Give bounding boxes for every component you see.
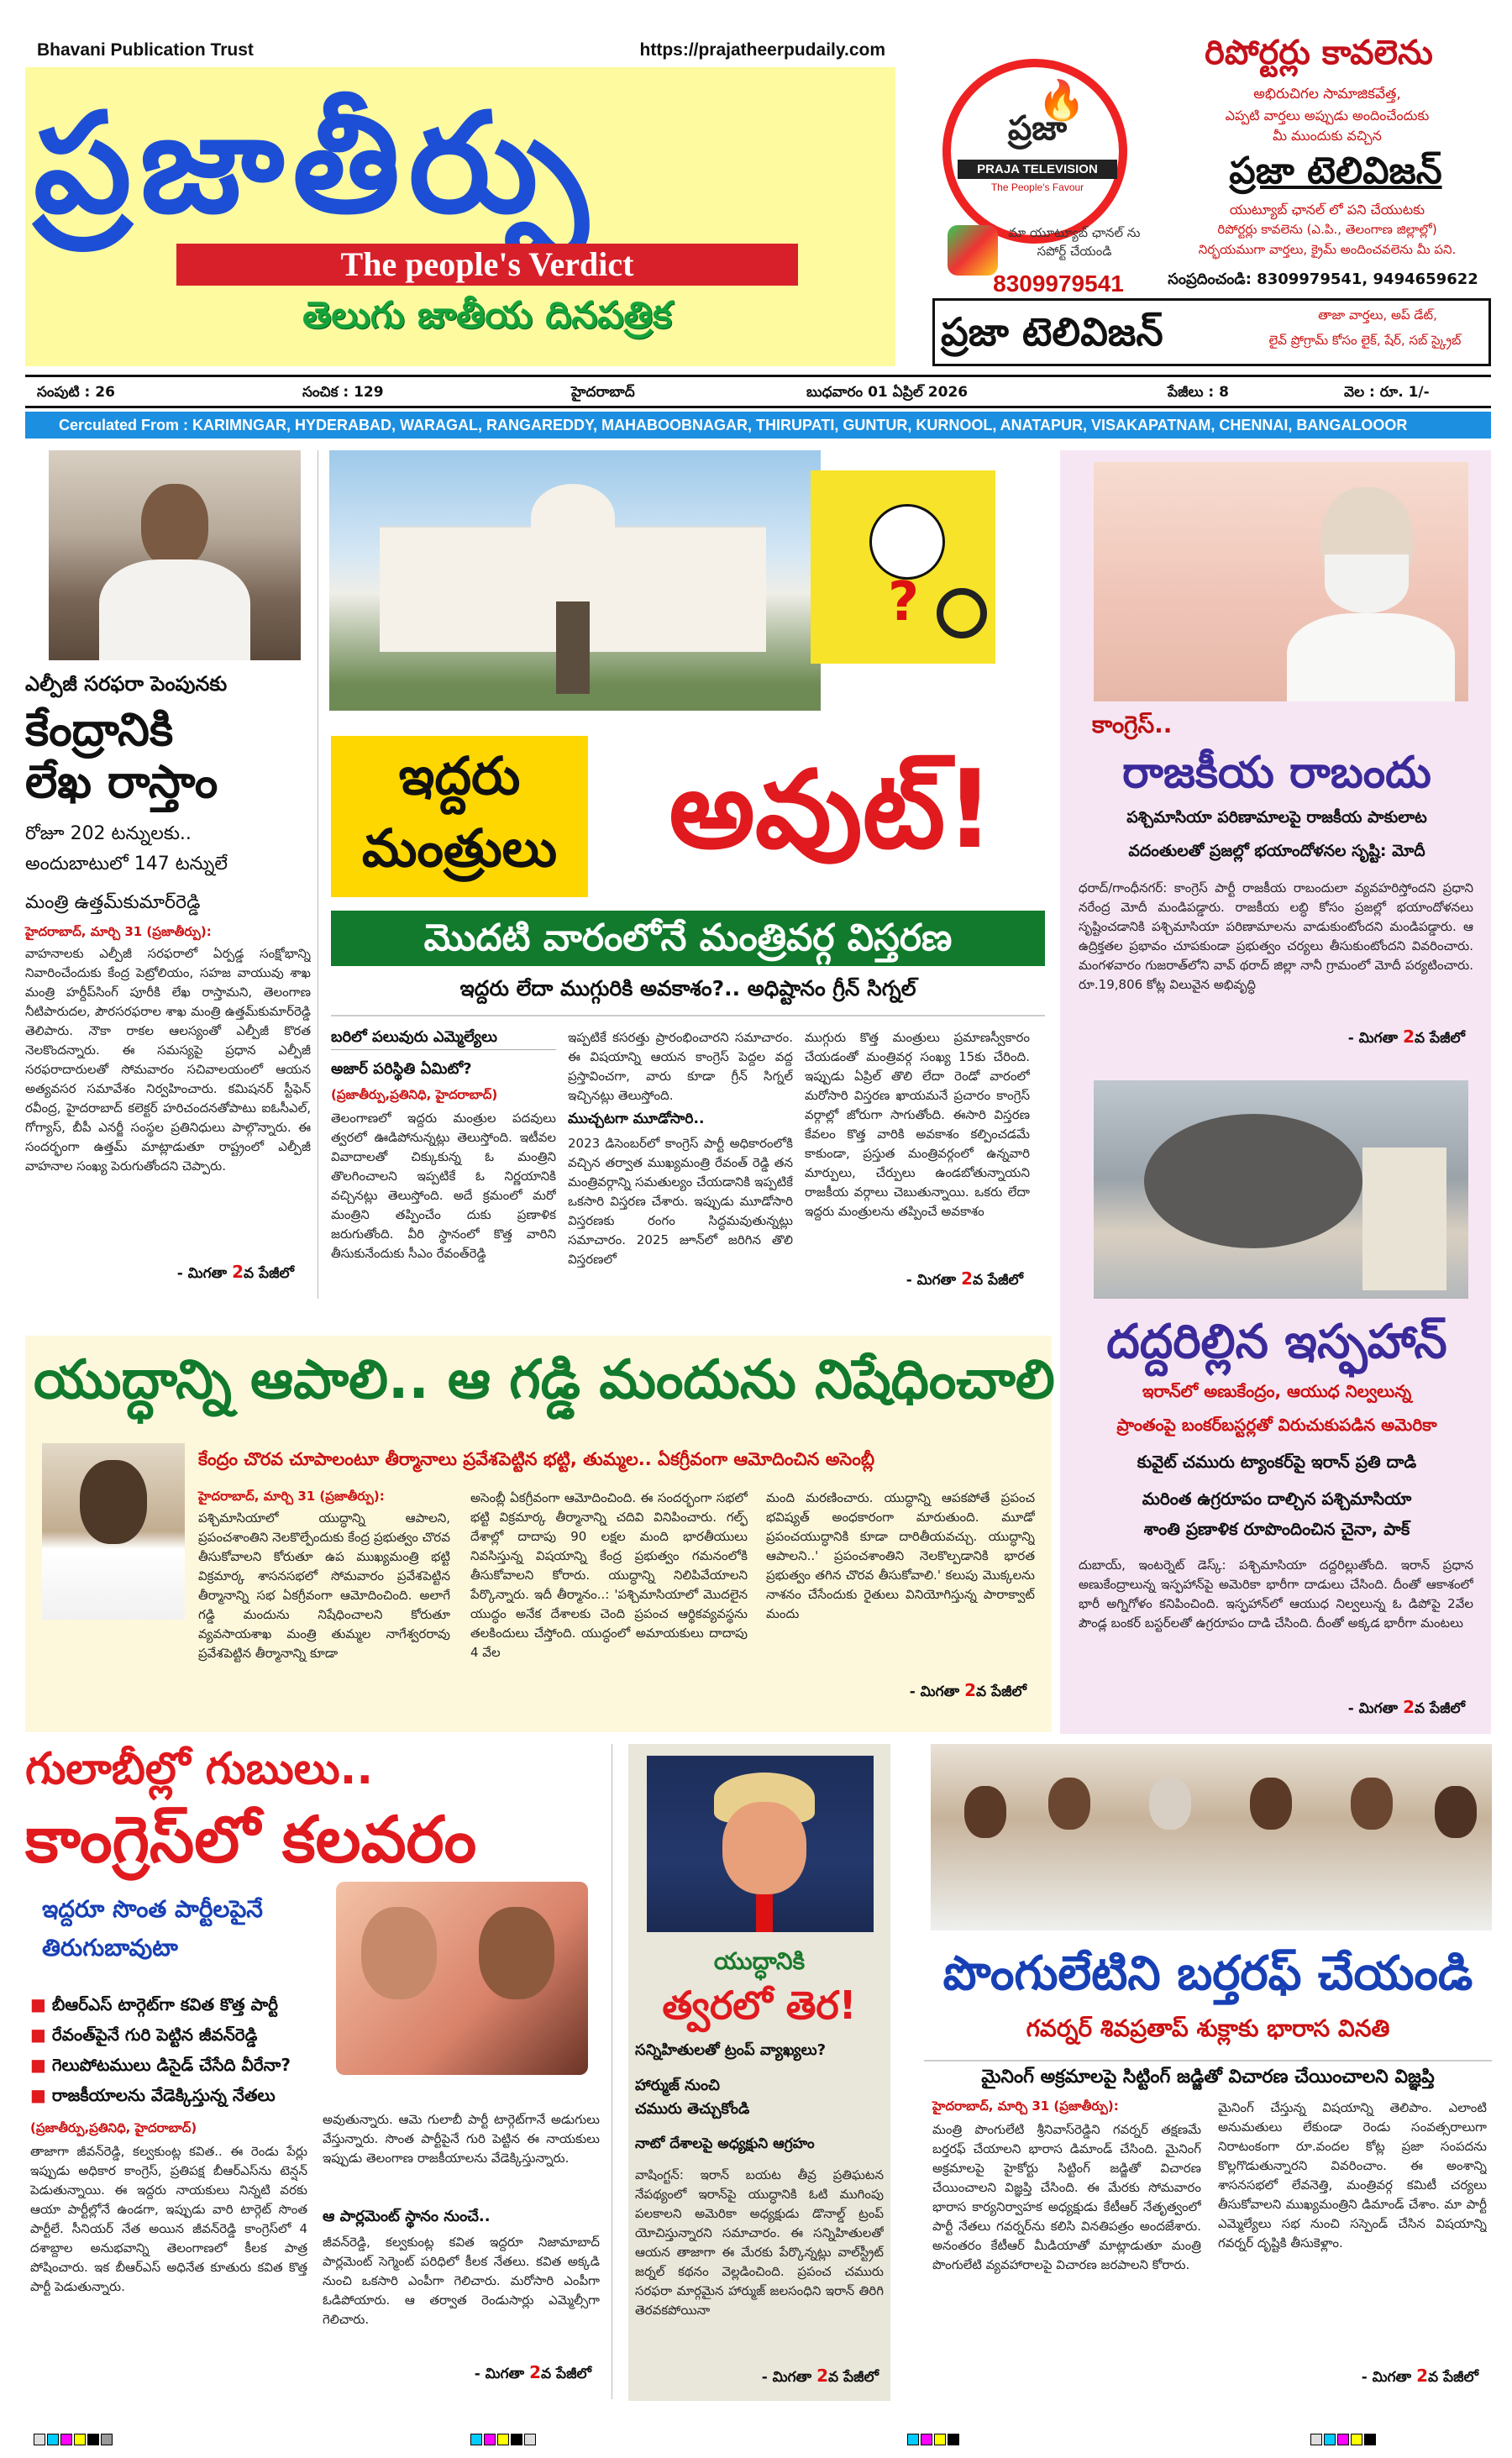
person-body — [1287, 613, 1455, 701]
masthead — [25, 34, 895, 366]
assembly-photo — [329, 450, 821, 711]
ad-contact: సంప్రదించండి: 8309979541, 9494659622 — [1168, 270, 1478, 288]
left-sub-1: రోజూ 202 టన్నులకు.. — [25, 823, 192, 844]
center-more — [805, 1268, 1023, 1292]
isfahan-sub-1: ఇరాన్‌లో అణుకేంద్రం, ఆయుధ నిల్వలున్న — [1142, 1381, 1412, 1401]
ponguleti-sub-2: మైనింగ్ అక్రమాలపై సిట్టింగ్ జడ్జితో విచారణ చేయించాలని విజ్ఞప్తి — [924, 2060, 1492, 2092]
left-kicker: ఎల్పీజీ సరఫరా పెంపునకు — [25, 672, 228, 696]
issue: సంచిక : 129 — [302, 384, 384, 401]
bullet-text: గెలుపోటములు డిసైడ్ చేసేది వీరేనా? — [51, 2055, 291, 2075]
isfahan-head: దద్దరిల్లిన ఇస్ఫహాన్ — [1106, 1315, 1447, 1369]
gulabi-sub-2: తిరుగుబావుటా — [42, 1934, 178, 1962]
out-headline: అవుట్! — [669, 748, 995, 873]
trump-sub-4: నాటో దేశాలపై అధ్యక్షుని ఆగ్రహం — [635, 2135, 815, 2152]
center-col1-dl: (ప్రజాతీర్పు,ప్రతినిధి, హైదరాబాద్) — [331, 1087, 498, 1102]
website-link[interactable]: https://prajatheerpudaily.com — [639, 40, 885, 60]
subtitle: తెలుగు జాతీయ దినపత్రిక — [302, 294, 672, 337]
trump-sub-3: చమురు తెచ్చుకోండి — [635, 2100, 750, 2118]
right-more — [1079, 1027, 1465, 1050]
ad-logo-text: ప్రజా — [1007, 109, 1068, 148]
more-num: 2 — [1403, 1027, 1415, 1047]
center-col2: ఇప్పటికే కసరత్తు ప్రారంభించారని సమాచారం. ఈ విషయాన్ని ఆయన కాంగ్రెస్ పెద్దల వద్ద ప్రస్తావించగా, వారు కూడా గ్రీన్ సిగ్నల్ ఇచ్చినట్లు తెలుస్తోంది. — [568, 1030, 793, 1103]
bullet-text: రాజకీయాలను వేడెక్కిస్తున్న నేతలు — [51, 2085, 276, 2105]
isfahan-sub-3: కువైట్ చమురు ట్యాంకర్‌పై ఇరాన్ ప్రతి దాడి — [1137, 1452, 1417, 1472]
left-body: వాహనాలకు ఎల్పీజీ సరఫరాలో ఏర్పడ్డ సంక్షోభాన్ని నివారించేందుకు కేంద్ర పెట్రోలియం, సహజ వాయువు శాఖ మంత్రి హర్దీప్‌సింగ్ పూరీకి లేఖ రాస్తామని, తెలంగాణ నీటిపారుదల, పౌరసరఫరాల శాఖ మంత్రి ఉత్తమ్‌కుమార్‌రెడ్డి తెలిపారు. నౌకా రాకల ఆలస్యంతో ఎల్పీజీ కొరత నెలకొందన్నారు. ఈ సమస్యపై ప్రధాన ఎల్పీజీ సరఫరాదారులతో సోమవారం సచివాలయంలో ఆయన అత్యవసర సమావేశం నిర్వహించారు. కమిషనర్ స్టీఫెన్ రవీంద్ర, హైదరాబాద్ కలెక్టర్ హరిచందనతోపాటు ఐఓసీఎల్, గోగ్యాస్, బీపీ ఎనర్జీ సంస్థల ప్రతినిధులు పాల్గొన్నారు. ఈ సందర్భంగా ఉత్తమ్ మాట్లాడుతూ రాష్ట్రంలో ఎల్పీజీ వాహనాల సంఖ్య పెరుగుతోందని చెప్పారు. — [25, 946, 311, 1174]
trump-head: త్వరలో తెర! — [662, 1983, 857, 2028]
center-sub: ఇద్దరు లేదా ముగ్గురికి అవకాశం?.. అధిష్టానం గ్రీన్ సిగ్నల్ — [331, 976, 1045, 1016]
more-text: - మిగతా — [1347, 1700, 1404, 1717]
more-num: 2 — [964, 1680, 976, 1700]
magnifier-icon — [937, 588, 987, 638]
ad-line4: యుట్యూబ్ ఛానల్ లో పని చేయుటకు — [1229, 202, 1425, 218]
ad-yt-text: మా యూట్యూబ్ ఛానల్ ను సపోర్ట్ చేయండి — [1008, 225, 1141, 259]
center-col1: తెలంగాణలో ఇద్దరు మంత్రుల పదవులు త్వరలో ఊడిపోనున్నట్లు తెలుస్తోంది. ఇటీవల వివాదాలతో చిక్కుకున్న ఓ మంత్రిని తొలగించాలని ఇప్పటికే ఓ నిర్ణయానికి వచ్చినట్లు తెలుస్తోంది. అదే క్రమంలో మరో మంత్రిని తప్పించేం దుకు ప్రణాళిక జరుగుతోంది. వీరి స్థానంలో కొత్త వారిని తీసుకునేందుకు సీఎం రేవంత్‌రెడ్డి — [331, 1111, 556, 1261]
war-dl: హైదరాబాద్, మార్చి 31 (ప్రజాతీర్పు): — [198, 1489, 385, 1504]
war-head: యుద్ధాన్ని ఆపాలి.. ఆ గడ్డి మందును నిషేధించాలి — [34, 1349, 1055, 1411]
gulabi-kicker: గులాబీల్లో గుబులు.. — [25, 1744, 374, 1794]
brs-delegation-photo — [931, 1744, 1492, 1930]
building — [1362, 1148, 1446, 1290]
bullet-icon: ■ — [30, 2085, 52, 2105]
price: వెల : రూ. 1/- — [1344, 384, 1430, 401]
two-ministers-2: మంత్రులు — [361, 817, 558, 879]
color-bar-right — [907, 2433, 961, 2448]
gulabi-head: కాంగ్రెస్‌లో కలవరం — [25, 1802, 477, 1877]
person-head — [1435, 1786, 1477, 1838]
bullet-1 — [30, 1994, 278, 2019]
more-end: వ పేజీలో — [972, 1272, 1023, 1289]
gulabi-more — [323, 2362, 591, 2386]
ponguleti-dl: హైదరాబాద్, మార్చి 31 (ప్రజాతీర్పు): — [932, 2098, 1119, 2114]
person-head — [80, 1460, 147, 1544]
city: హైదరాబాద్ — [571, 384, 635, 401]
ad-line3: మీ ముందుకు వచ్చిన — [1273, 128, 1382, 144]
more-text: - మిగతా — [909, 1683, 965, 1700]
center-col1-q: అజార్ పరిస్థితి ఏమిటో? — [331, 1060, 472, 1078]
bullet-4 — [30, 2085, 276, 2109]
right-sub-1: పశ్చిమాసియా పరిణామాలపై రాజకీయ పాకులాట — [1126, 808, 1427, 827]
tie — [756, 1894, 773, 1932]
more-text: - మిగతా — [906, 1272, 962, 1289]
volume: సంపుటి : 26 — [37, 384, 115, 401]
isfahan-body: దుబాయ్, ఇంటర్నెట్ డెస్క్: పశ్చిమాసియా దద్దరిల్లుతోంది. ఇరాన్ ప్రధాన అణుకేంద్రాలున్న ఇస్ఫహాన్‌పై అమెరికా భారీగా దాడులు చేసింది. దీంతో ఆకాశంలో భారీ అగ్నిగోళం కనిపించింది. ఇస్ఫహాన్‌లో ఆయుధ నిల్వలున్న ఓ డిపోపై 2వేల పౌండ్ల బంకర్ బస్టర్‌లతో ఉగ్రరూపం దాడి చేసింది. దీంతో అక్కడ భారీగా మంటలు — [1079, 1557, 1473, 1631]
gulabi-sub-1: ఇద్దరూ సొంత పార్టీలపైనే — [42, 1895, 263, 1923]
center-col2b: 2023 డిసెంబర్‌లో కాంగ్రెస్ పార్టీ అధికారంలోకి వచ్చిన తర్వాత ముఖ్యమంత్రి రేవంత్ రెడ్డి తన మంత్రివర్గాన్ని సమతుల్యం చేయడానికి ఇప్పటికే ఒకసారి విస్తరణ చేశారు. ఇప్పుడు మూడోసారి విస్తరణకు రంగం సిద్ధమవుతున్నట్లు సమాచారం. 2025 జూన్‌లో జరిగిన తొలి విస్తరణలో — [568, 1136, 793, 1267]
person-head — [1048, 1778, 1090, 1830]
kavitha-photo — [336, 1882, 588, 2075]
gulabi-col2-head: ఆ పార్లమెంట్ స్థానం నుంచే.. — [323, 2208, 491, 2225]
trump-more — [635, 2366, 879, 2389]
ponguleti-more — [1218, 2366, 1478, 2389]
modi-photo — [1094, 462, 1468, 701]
right-body: ధరాద్/గాంధీనగర్: కాంగ్రెస్ పార్టీ రాజకీయ రాబందులా వ్యవహరిస్తోందని ప్రధాని నరేంద్ర మోదీ మండిపడ్డారు. రాజకీయ లబ్ధి కోసం ప్రజల్లో భయాందోళనలు సృష్టించడానికి పశ్చిమాసియా పరిణామాలను వాడుకుంటోందని మండిపడ్డారు. ఆ ఉద్రిక్తతల ప్రభావం చూపకుండా ప్రభుత్వం చర్యలు తీసుకుంటోందని వివరించారు. మంగళవారం గుజరాత్‌లోని వావ్ థరాద్ జిల్లా నానీ గ్రామంలో మోదీ పర్యటించారు. రూ.19,806 కోట్ల విలువైన అభివృద్ధి — [1079, 880, 1473, 992]
more-text: - మిగతా — [1347, 1030, 1404, 1047]
color-bar-far — [1310, 2433, 1378, 2448]
ad-phone: 8309979541 — [993, 270, 1124, 297]
left-more — [25, 1262, 294, 1285]
tagline: The people's Verdict — [340, 245, 634, 283]
more-num: 2 — [816, 2366, 828, 2386]
beard — [1325, 554, 1409, 613]
gulabi-col2b: జీవన్‌రెడ్డి, కల్వకుంట్ల కవిత ఇద్దరూ నిజామాబాద్ పార్లమెంట్ సెగ్మెంట్ పరిధిలో కీలక నేతలు. కవిత అక్కడి నుంచి ఒకసారి ఎంపీగా గెలిచారు. మరోసారి ఎంపీగా ఓడిపోయారు. ఆ తర్వాత రెండుసార్లు ఎమ్మెల్సీగా గెలిచారు. — [323, 2235, 600, 2327]
war-sub: కేంద్రం చొరవ చూపాలంటూ తీర్మానాలు ప్రవేశపెట్టిన భట్టి, తుమ్మల.. ఏకగ్రీవంగా ఆమోదించిన అసెంబ్లీ — [198, 1449, 875, 1469]
right-kicker: కాంగ్రెస్.. — [1092, 711, 1173, 738]
more-num: 2 — [232, 1262, 244, 1282]
more-end: వ పేజీలో — [827, 2369, 879, 2386]
minister-photo — [49, 450, 301, 660]
reporter-ad — [932, 34, 1491, 366]
more-end: వ పేజీలో — [1414, 1030, 1465, 1047]
bullet-icon: ■ — [30, 1994, 52, 2014]
bullet-icon: ■ — [30, 2055, 52, 2075]
bullet-text: రేవంత్‌పైనే గురి పెట్టిన జీవన్‌రెడ్డి — [51, 2025, 258, 2045]
isfahan-sub-4: మరింత ఉగ్రరూపం దాల్చిన పశ్చిమాసియా — [1142, 1489, 1412, 1509]
bhatti-photo — [42, 1443, 185, 1620]
more-end: వ పేజీలో — [243, 1265, 294, 1282]
war-col1: పశ్చిమాసియాలో యుద్ధాన్ని ఆపాలని, ప్రపంచశాంతిని నెలకొల్పేందుకు కేంద్ర ప్రభుత్వం చొరవ తీసుకోవాలని కోరుతూ ఉప ముఖ్యమంత్రి భట్టి విక్రమార్క శాసనసభలో సోమవారం ప్రవేశపెట్టిన తీర్మానాన్ని సభ ఏకగ్రీవంగా ఆమోదించింది. అలాగే గడ్డి మందును నిషేధించాలని కోరుతూ వ్యవసాయశాఖ మంత్రి తుమ్మల నాగేశ్వరరావు ప్రవేశపెట్టిన తీర్మానాన్ని కూడా — [198, 1510, 450, 1661]
more-text: - మిగతా — [176, 1265, 233, 1282]
person-head — [1250, 1778, 1292, 1830]
war-col2: అసెంబ్లీ ఏకగ్రీవంగా ఆమోదించింది. ఈ సందర్భంగా సభలో భట్టి విక్రమార్క తీర్మానాన్ని చదివి వినిపించారు. గల్ఫ్ దేశాల్లో దాదాపు 90 లక్షల మంది భారతీయులు నివసిస్తున్న విషయాన్ని కేంద్ర ప్రభుత్వం గమనంలోకి తీసుకోవాలని కోరారు. యుద్ధాన్ని నిలిపివేయాలని పేర్కొన్నారు. ఇదీ తీర్మానం..: 'పశ్చిమాసియాలో మొదలైన యుద్ధం అనేక దేశాలకు చెంది ప్రపంచ ఆర్థికవ్యవస్థను తలకిందులు చేస్తోంది. యుద్ధంలో అమాయకులు దాదాపు 4 వేల — [470, 1490, 748, 1660]
war-col3: మంది మరణించారు. యుద్ధాన్ని ఆపకపోతే ప్రపంచ భవిష్యత్ అంధకారంగా మారుతుంది. మూడో ప్రపంచయుద్ధానికి కూడా దారితీయవచ్చు. యుద్ధాన్ని ఆపాలని..' ప్రపంచశాంతిని నెలకొల్పడానికి భారత ప్రభుత్వం తగిన చొరవ తీసుకోవాలి.' కలుపు మొక్కలను నాశనం చేసేందుకు రైతులు వినియోగిస్తున్న పారాక్వాట్ మందు — [766, 1490, 1035, 1621]
person-silhouette — [869, 504, 945, 580]
more-num: 2 — [1403, 1697, 1415, 1717]
more-end: వ పేజీలో — [540, 2366, 591, 2382]
person-head — [1351, 1778, 1393, 1830]
question-mark: ? — [888, 571, 920, 633]
left-sub-2: అందుబాటులో 147 టన్నులే — [25, 853, 228, 874]
youtube-icon — [948, 225, 998, 276]
person-body — [99, 559, 250, 660]
dome — [531, 484, 615, 551]
isfahan-sub-5: శాంతి ప్రణాళిక రూపొందించిన చైనా, పాక్ — [1143, 1519, 1410, 1539]
person-head — [964, 1786, 1006, 1838]
more-num: 2 — [529, 2362, 541, 2382]
gulabi-col2: అవుతున్నారు. ఆమె గులాబీ పార్టీ టార్గెట్‌గానే అడుగులు వేస్తున్నారు. సొంత పార్టీపైనే గురి పెట్టిన ఈ నాయకులు ఇప్పుడు తెలంగాణ రాజకీయాలను వేడెక్కిస్తున్నారు. — [323, 2112, 600, 2166]
left-dateline: హైదరాబాద్, మార్చి 31 (ప్రజాతీర్పు): — [25, 924, 212, 939]
right-sub-2: వదంతులతో ప్రజల్లో భయాందోళనల సృష్టి: మోదీ — [1128, 842, 1425, 860]
trump-body: వాషింగ్టన్: ఇరాన్ బయట తీవ్ర ప్రతిఘటన నేపథ్యంలో ఇరాన్‌పై యుద్ధానికి ఓటి ముగింపు పలకాలని అమెరికా అధ్యక్షుడు డొనాల్డ్ ట్రంప్ యోచిస్తున్నారని సమాచారం. ఈ సన్నిహితులతో ఆయన తాజాగా ఈ మేరకు పేర్కొన్నట్లు వాల్‌స్ట్రీట్ జర్నల్ కథనం వెల్లడించింది. ప్రపంచ చమురు సరఫరా మార్గమైన హార్ముజ్ జలసంధిని ఇరాన్ తిరిగి తెరవకపోయినా — [635, 2167, 884, 2318]
explosion-photo — [1094, 1080, 1468, 1299]
left-head-1: కేంద్రానికి — [25, 703, 174, 756]
more-text: - మిగతా — [761, 2369, 817, 2386]
ad-logo-tag: The People's Favour — [990, 181, 1084, 193]
center-col1-head: బరిలో పలువురు ఎమ్మెల్యేలు — [331, 1028, 556, 1050]
more-end: వ పేజీలో — [975, 1683, 1026, 1700]
ponguleti-col2: మైనింగ్ చేస్తున్న విషయాన్ని తెలిపాం. ఎలాంటి అనుమతులు లేకుండా రెండు సంవత్సరాలుగా నిరాటంకంగా రూ.వందల కోట్ల ప్రజా సంపదను కొల్లగొడుతున్నారని వివరించాం. ఈ అంశాన్ని శాసనసభలో లేవనెత్తి, మంత్రివర్గ కమిటీ చర్యలు తీసుకోవాలని ముఖ్యమంత్రిని డిమాండ్ చేశాం. మా పార్టీ ఎమ్మెల్యేలు సభ నుంచి సస్పెండ్ చేసిన విషయాన్ని గవర్నర్ దృష్టికి తీసుకెళ్లాం. — [1218, 2100, 1487, 2251]
trump-kicker: యుద్ధానికి — [713, 1947, 806, 1975]
bullet-text: బీఆర్ఎస్ టార్గెట్‌గా కవిత కొత్త పార్టీ — [51, 1994, 278, 2014]
color-bar-left — [34, 2433, 114, 2448]
person-head — [361, 1907, 437, 1999]
two-ministers-1: ఇద్దరు — [398, 745, 521, 806]
statue — [556, 601, 590, 694]
color-bar-mid — [470, 2433, 538, 2448]
more-num: 2 — [1416, 2366, 1428, 2386]
gulabi-dl: (ప్రజాతీర్పు,ప్రతినిధి, హైదరాబాద్) — [30, 2120, 197, 2135]
trump-photo — [647, 1756, 874, 1932]
ad-bottom2: లైవ్ ప్రోగ్రామ్ కోసం లైక్, షేర్, సబ్ స్క్రైబ్ — [1268, 333, 1462, 348]
ad-logo-sub: PRAJA TELEVISION — [958, 160, 1117, 179]
center-col2-head: ముచ్చటగా మూడోసారి.. — [568, 1111, 705, 1127]
smoke-cloud — [1144, 1114, 1362, 1248]
flame-icon: 🔥 — [1037, 77, 1086, 123]
right-head: రాజకీయ రాబందు — [1122, 748, 1431, 798]
more-end: వ పేజీలో — [1427, 2369, 1478, 2386]
isfahan-sub-2: ప్రాంతంపై బంకర్‌బస్టర్లతో విరుచుకుపడిన అమెరికా — [1116, 1415, 1437, 1435]
more-end: వ పేజీలో — [1414, 1700, 1465, 1717]
pages: పేజీలు : 8 — [1168, 384, 1229, 401]
person-head — [479, 1907, 554, 1999]
more-text: - మిగతా — [474, 2366, 530, 2382]
trump-sub-2: హార్ముజ్ నుంచి — [635, 2077, 720, 2094]
person-head — [1149, 1778, 1191, 1830]
center-col3: ముగ్గురు కొత్త మంత్రులు ప్రమాణస్వీకారం చేయడంతో మంత్రివర్గ సంఖ్య 15కు చేరింది. ఇప్పుడు ఏప్రిల్ తొలి లేదా రెండో వారంలో మరోసారి విస్తరణ ఖాయమనే ప్రచారం కాంగ్రెస్ వర్గాల్లో జోరుగా సాగుతోంది. ఈసారి విస్తరణ కేవలం కొత్త వారికి అవకాశం కల్పించడమే కాకుండా, ప్రస్తుత మంత్రివర్గంలో ఉన్నవారి మార్పులు, చేర్పులు ఉండబోతున్నాయని రాజకీయ వర్గాలు చెబుతున్నాయి. ఒకరు లేదా ఇద్దరు మంత్రులను తప్పించే అవకాశం — [805, 1030, 1030, 1219]
more-text: - మిగతా — [1361, 2369, 1417, 2386]
ad-heading: రిపోర్టర్లు కావలెను — [1205, 34, 1433, 72]
ad-bottom-channel: ప్రజా టెలివిజన్ — [941, 309, 1163, 355]
bullet-3 — [30, 2055, 291, 2079]
ponguleti-sub-1: గవర్నర్ శివప్రతాప్ శుక్లాకు భారాస వినతి — [1026, 2014, 1390, 2042]
ad-channel: ప్రజా టెలివిజన్ — [1229, 150, 1442, 192]
bullet-2 — [30, 2025, 257, 2049]
isfahan-more — [1079, 1697, 1465, 1720]
bullet-icon: ■ — [30, 2025, 52, 2045]
ponguleti-head: పొంగులేటిని బర్తరఫ్ చేయండి — [942, 1946, 1473, 2001]
more-num: 2 — [961, 1268, 973, 1289]
trump-sub-1: సన్నిహితులతో ట్రంప్ వ్యాఖ్యలు? — [635, 2041, 827, 2059]
info-bar — [25, 375, 1491, 408]
ad-line1: అభిరుచిగల సామాజికవేత్త, — [1253, 86, 1401, 102]
ad-line6: నిర్భయముగా వార్తలు, క్రైమ్ అందించవలెను మీ పని. — [1198, 242, 1457, 257]
date: బుధవారం 01 ఏప్రిల్ 2026 — [806, 384, 969, 401]
person-head — [722, 1802, 806, 1894]
cabinet-headline: మొదటి వారంలోనే మంత్రివర్గ విస్తరణ — [423, 916, 953, 959]
gulabi-col1: తాజాగా జీవన్‌రెడ్డి, కల్వకుంట్ల కవిత.. ఈ రెండు పేర్లు ఇప్పుడు అధికార కాంగ్రెస్, ప్రతిపక్ష బీఆర్ఎస్‌ను టెన్షన్ పెడుతున్నాయి. ఈ ఇద్దరు నాయకులు నిన్నటి వరకు ఆయా పార్టీల్లోనే ఉండగా, ఇప్పుడు వారి టార్గెట్ సొంత పార్టీలే. సీనియర్ నేత అయిన జీవన్‌రెడ్డి కాంగ్రెస్‌లో 4 దశాబ్దాల అనుభవాన్ని తెలంగాణలో కీలక పాత్ర పోషించారు. ఇక బీఆర్ఎస్ అధినేత కూతురు కవిత కొత్త పార్టీ పెడుతున్నారు. — [30, 2144, 307, 2294]
left-sub-3: మంత్రి ఉత్తమ్‌కుమార్‌రెడ్డి — [25, 892, 201, 913]
newspaper-logo: ప్రజాతీర్పు — [34, 83, 596, 244]
person-head — [141, 484, 208, 568]
ad-line2: ఎప్పటి వార్తలు అప్పుడు అందించేందుకు — [1225, 108, 1430, 123]
podium-illustration — [811, 470, 995, 664]
circulation-bar: Cerculated From : KARIMNGAR, HYDERABAD, WARAGAL, RANGAREDDY, MAHABOOBNAGAR, THIRUPATI, GUNTUR, KURNOOL, ANATAPUR, VISAKAPATNAM, CHENNAI, BANGALOOOR — [25, 412, 1491, 439]
ad-line5: రిపోర్టర్లు కావలెను (ఎ.పి., తెలంగాణ జిల్లాల్లో) — [1217, 222, 1437, 237]
ponguleti-col1: మంత్రి పొంగులేటి శ్రీనివాస్‌రెడ్డిని గవర్నర్ తక్షణమే బర్తరఫ్ చేయాలని భారాస డిమాండ్ చేసింది. మైనింగ్ అక్రమాలపై హైకోర్టు సిట్టింగ్ జడ్జితో విచారణ చేయించాలని విజ్ఞప్తి చేసింది. ఈ మేరకు సోమవారం భారాస కార్యనిర్వాహక అధ్యక్షుడు కేటీఆర్ నేతృత్వంలో పార్టీ నేతలు గవర్నర్‌ను కలిసి వినతిపత్రం అందజేశారు. అనంతరం కేటీఆర్ మీడియాతో మాట్లాడుతూ మంత్రి పొంగులేటి వ్యవహారాలపై విచారణ జరపాలని కోరారు. — [932, 2122, 1201, 2272]
left-head-2: లేఖ రాస్తాం — [25, 755, 218, 808]
ad-bottom1: తాజా వార్తలు, అప్ డేట్, — [1318, 307, 1437, 323]
war-more — [766, 1680, 1026, 1704]
publisher-name: Bhavani Publication Trust — [37, 40, 254, 60]
